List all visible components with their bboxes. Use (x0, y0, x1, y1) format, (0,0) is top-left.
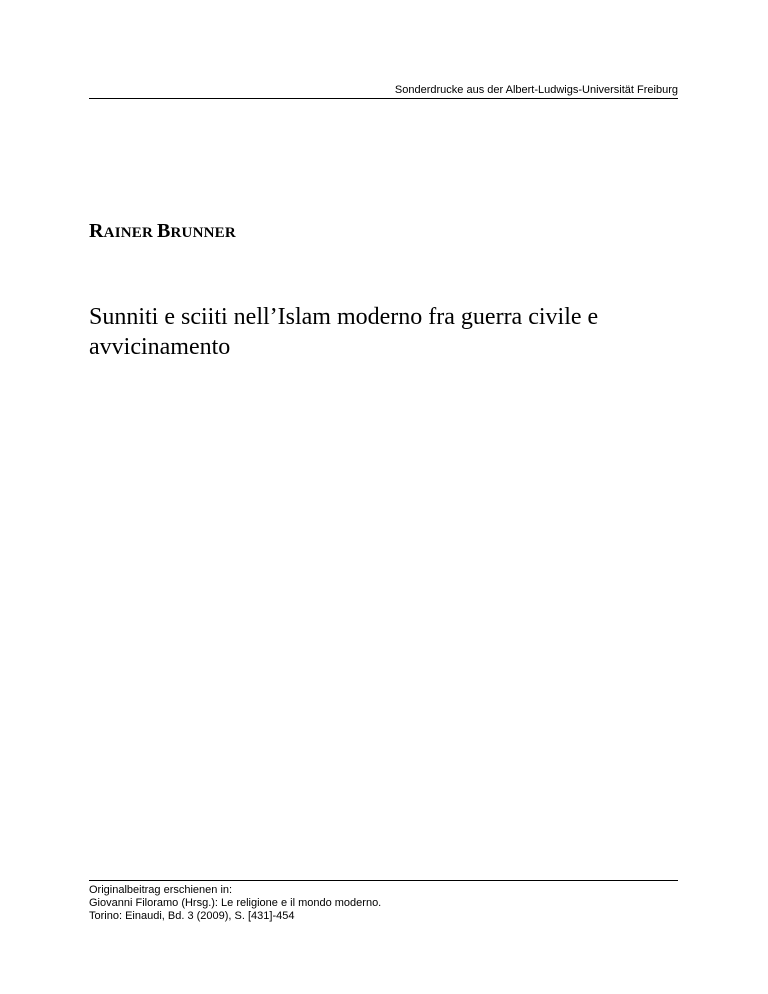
citation-footer (89, 880, 678, 923)
author-last-initial: B (156, 220, 171, 242)
footer-line-3: Torino: Einaudi, Bd. 3 (2009), S. [431]-454 (89, 910, 295, 922)
title-line-2: avvicinamento (89, 334, 231, 360)
header-text: Sonderdrucke aus der Albert-Ludwigs-Universität Freiburg (394, 84, 678, 96)
footer-line-1: Originalbeitrag erschienen in: (89, 884, 233, 896)
author-first-initial: R (89, 220, 104, 242)
page-header (89, 84, 678, 99)
author-last-rest: RUNNER (170, 225, 236, 241)
author-first-rest: AINER (103, 225, 153, 241)
footer-line-2: Giovanni Filoramo (Hrsg.): Le religione e il mondo moderno. (89, 897, 382, 909)
title-line-1: Sunniti e sciiti nell’Islam moderno fra guerra civile e (89, 304, 599, 330)
document-title (89, 302, 689, 362)
author-name (89, 222, 236, 242)
